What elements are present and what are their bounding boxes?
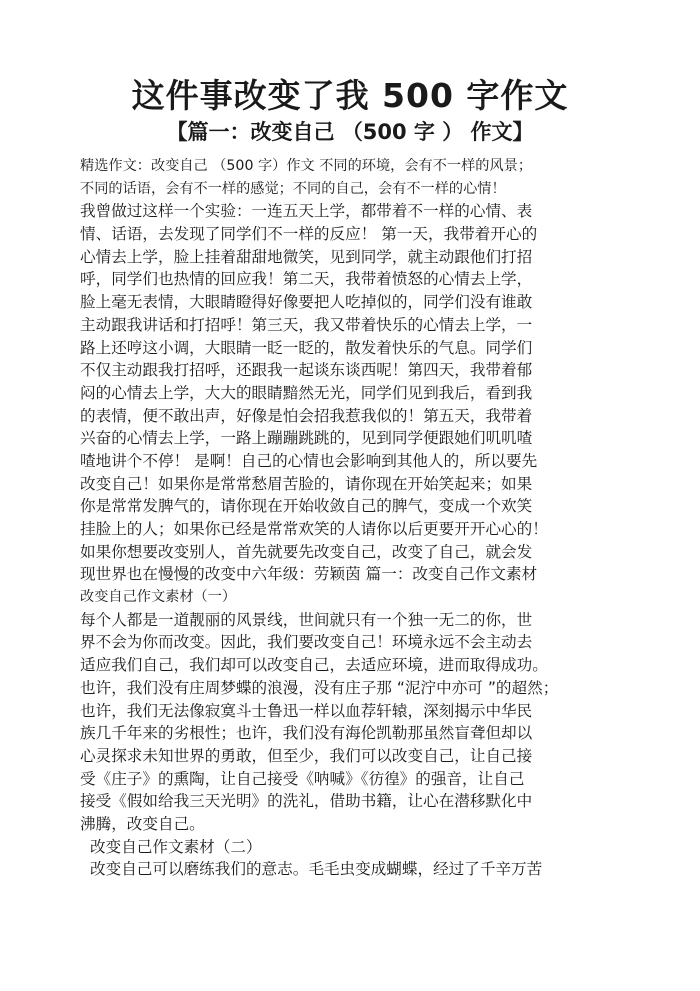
essay-body [80, 155, 620, 881]
text-line: 脸上毫无表情，大眼睛瞪得好像要把人吃掉似的，同学们没有谁敢 [80, 293, 533, 312]
text-line: 呼，同学们也热情的回应我！第二天，我带着愤怒的心情去上学， [80, 270, 533, 289]
text-line: 心情去上学，脸上挂着甜甜地微笑，见到同学，就主动跟他们打招 [80, 247, 533, 266]
text-line: 每个人都是一道靓丽的风景线，世间就只有一个独一无二的你，世 [80, 610, 533, 629]
text-line: 受《庄子》的熏陶，让自己接受《呐喊》《彷徨》的强音，让自己 [80, 769, 525, 788]
text-line: 兴奋的心情去上学，一路上蹦蹦跳跳的，见到同学便跟她们叽叽喳 [80, 429, 533, 448]
text-line: 路上还哼这小调，大眼睛一眨一眨的，散发着快乐的气息。同学们 [80, 338, 533, 357]
text-line: 也许，我们无法像寂寞斗士鲁迅一样以血荐轩辕，深刻揭示中华民 [80, 701, 533, 720]
text-line: 心灵探求未知世界的勇敢，但至少，我们可以改变自己，让自己接 [80, 746, 533, 765]
page-title: 这件事改变了我 500 字作文 [131, 76, 569, 115]
text-line: 族几千年来的劣根性；也许，我们没有海伦凯勒那虽然盲聋但却以 [80, 724, 533, 743]
text-line: 情、话语，去发现了同学们不一样的反应！ 第一天，我带着开心的 [80, 225, 538, 244]
text-line: 精选作文：改变自己 （500 字）作文 不同的环境，会有不一样的风景； [80, 158, 533, 174]
text-line: 改变自己作文素材（二） [90, 837, 262, 856]
page-subtitle: 【篇一：改变自己 （500 字 ） 作文】 [166, 120, 534, 144]
text-line: 主动跟我讲话和打招呼！第三天，我又带着快乐的心情去上学，一 [80, 315, 533, 334]
text-line: 界不会为你而改变。因此，我们要改变自己！环境永远不会主动去 [80, 633, 533, 652]
text-line: 的表情，便不敢出声，好像是怕会招我惹我似的！第五天，我带着 [80, 406, 533, 425]
text-line: 接受《假如给我三天光明》的洗礼，借助书籍，让心在潜移默化中 [80, 792, 533, 811]
text-line: 喳地讲个不停！ 是啊！自己的心情也会影响到其他人的，所以要先 [80, 451, 538, 470]
text-line: 改变自己！如果你是常常愁眉苦脸的，请你现在开始笑起来；如果 [80, 474, 533, 493]
text-line: 现世界也在慢慢的改变中六年级：劳颖茵 篇一：改变自己作文素材 [80, 565, 538, 584]
text-line: 不仅主动跟我打招呼，还跟我一起谈东谈西呢！第四天，我带着郁 [80, 361, 533, 380]
text-line: 闷的心情去上学，大大的眼睛黯然无光，同学们见到我后，看到我 [80, 383, 533, 402]
text-line: 不同的话语，会有不一样的感觉；不同的自己，会有不一样的心情！ [80, 180, 506, 197]
text-line: 改变自己作文素材（一） [80, 589, 237, 606]
text-line: 也许，我们没有庄周梦蝶的浪漫，没有庄子那 “泥泞中亦可 ”的超然； [80, 678, 559, 697]
text-line: 改变自己可以磨练我们的意志。毛毛虫变成蝴蝶，经过了千辛万苦 [90, 860, 543, 879]
text-line: 如果你想要改变别人，首先就要先改变自己，改变了自己，就会发 [80, 542, 533, 561]
text-line: 你是常常发脾气的，请你现在开始收敛自己的脾气，变成一个欢笑 [80, 497, 533, 516]
text-line: 挂脸上的人；如果你已经是常常欢笑的人请你以后更要开开心心的！ [80, 520, 548, 538]
text-line: 沸腾，改变自己。 [80, 814, 205, 833]
text-line: 我曾做过这样一个实验：一连五天上学，都带着不一样的心情、表 [80, 202, 533, 221]
text-line: 适应我们自己，我们却可以改变自己，去适应环境，进而取得成功。 [80, 656, 548, 675]
